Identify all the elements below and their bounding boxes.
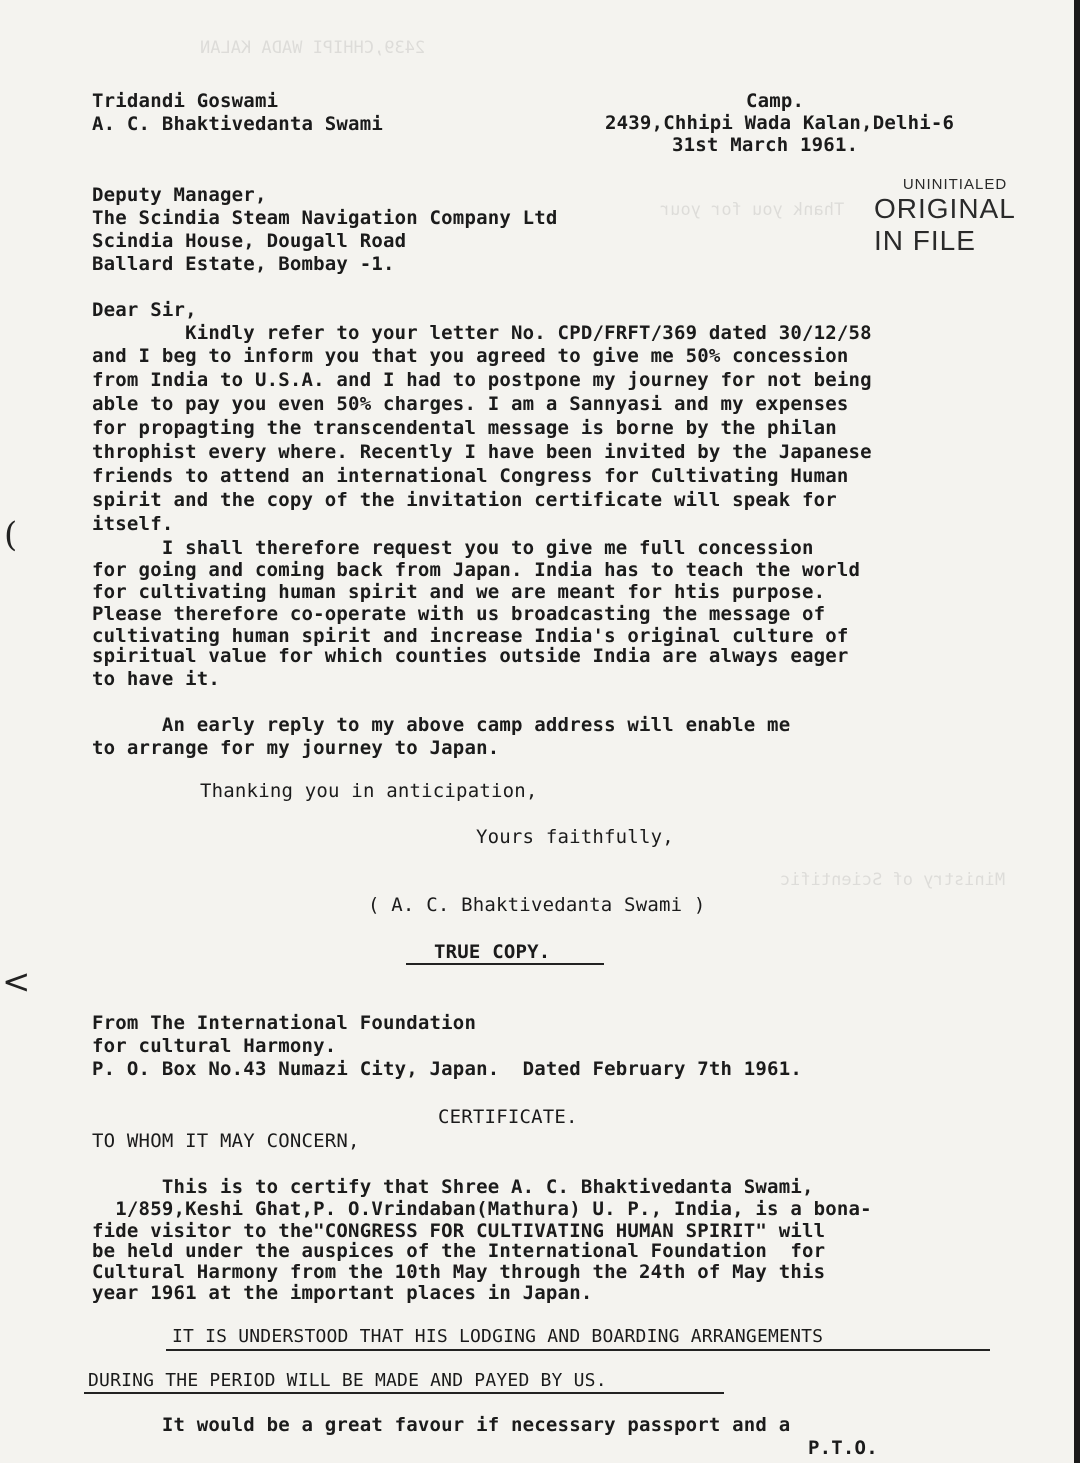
- certificate-body-line: be held under the auspices of the International Foundation for: [92, 1240, 826, 1262]
- paragraph-1-line: spirit and the copy of the invitation certificate will speak for: [92, 489, 837, 511]
- statement-2-underline: [84, 1392, 724, 1394]
- sender-name: Tridandi Goswami: [92, 90, 279, 112]
- paragraph-3-line: An early reply to my above camp address will enable me: [92, 714, 791, 736]
- paragraph-2-line: I shall therefore request you to give me full concession: [92, 537, 814, 559]
- paragraph-1-line: itself.: [92, 513, 174, 535]
- sender-title: A. C. Bhaktivedanta Swami: [92, 113, 383, 135]
- camp-label: Camp.: [746, 90, 805, 112]
- stamp-in-file: IN FILE: [874, 225, 976, 256]
- paragraph-1-line: friends to attend an international Congress for Cultivating Human: [92, 465, 849, 487]
- recipient-line-1: Deputy Manager,: [92, 184, 267, 206]
- pto-label: P.T.O.: [808, 1437, 878, 1459]
- signature-line: ( A. C. Bhaktivedanta Swami ): [368, 894, 706, 916]
- stamp-original: ORIGINAL: [874, 193, 1016, 224]
- bleed-through-text: Thank you for your: [660, 200, 845, 220]
- paragraph-2-line: Please therefore co-operate with us broadcasting the message of: [92, 603, 826, 625]
- margin-mark: (: [4, 515, 18, 555]
- paragraph-1-line: and I beg to inform you that you agreed to give me 50% concession: [92, 345, 849, 367]
- statement-1-underline: [166, 1349, 990, 1351]
- closing-line: Yours faithfully,: [476, 826, 674, 848]
- true-copy-underline: [406, 963, 604, 965]
- recipient-line-2: The Scindia Steam Navigation Company Ltd: [92, 207, 558, 229]
- certificate-last-line: It would be a great favour if necessary passport and a: [92, 1414, 791, 1436]
- paragraph-2-line: spiritual value for which counties outside India are always eager: [92, 645, 849, 667]
- page-edge: [1074, 0, 1080, 1463]
- certificate-body-line: 1/859,Keshi Ghat,P. O.Vrindaban(Mathura) U. P., India, is a bona-: [92, 1198, 872, 1220]
- paragraph-1-line: throphist every where. Recently I have been invited by the Japanese: [92, 441, 872, 463]
- salutation: Dear Sir,: [92, 299, 197, 321]
- certificate-body-line: This is to certify that Shree A. C. Bhaktivedanta Swami,: [92, 1176, 814, 1198]
- paragraph-3-line: to arrange for my journey to Japan.: [92, 737, 500, 759]
- margin-mark: <: [2, 962, 31, 1002]
- underlined-statement-1: IT IS UNDERSTOOD THAT HIS LODGING AND BOARDING ARRANGEMENTS: [172, 1326, 824, 1347]
- certificate-body-line: Cultural Harmony from the 10th May through the 24th of May this: [92, 1261, 826, 1283]
- paragraph-2-line: for cultivating human spirit and we are meant for htis purpose.: [92, 581, 826, 603]
- thanks-line: Thanking you in anticipation,: [200, 780, 538, 802]
- recipient-line-4: Ballard Estate, Bombay -1.: [92, 253, 395, 275]
- certificate-from-line: for cultural Harmony.: [92, 1035, 337, 1057]
- certificate-heading: CERTIFICATE.: [438, 1106, 578, 1128]
- certificate-body-line: year 1961 at the important places in Japan.: [92, 1282, 593, 1304]
- paragraph-1-line: for propagting the transcendental message is borne by the philan: [92, 417, 837, 439]
- bleed-through-text: Ministry of Scientific: [780, 870, 1006, 890]
- original-in-file-stamp: [870, 176, 1040, 257]
- certificate-from-line: From The International Foundation: [92, 1012, 477, 1034]
- certificate-from-line: P. O. Box No.43 Numazi City, Japan. Dated February 7th 1961.: [92, 1058, 802, 1080]
- recipient-line-3: Scindia House, Dougall Road: [92, 230, 407, 252]
- paragraph-1-line: from India to U.S.A. and I had to postpone my journey for not being: [92, 369, 872, 391]
- true-copy-label: TRUE COPY.: [434, 941, 551, 963]
- stamp-uninitialed: UNINITIALED: [902, 176, 1008, 193]
- underlined-statement-2: DURING THE PERIOD WILL BE MADE AND PAYED BY US.: [88, 1370, 607, 1391]
- paragraph-2-line: for going and coming back from Japan. India has to teach the world: [92, 559, 861, 581]
- paragraph-2-line: to have it.: [92, 668, 221, 690]
- to-whom-line: TO WHOM IT MAY CONCERN,: [92, 1130, 360, 1152]
- bleed-through-text: 2439,CHHIPI WADA KALAN: [200, 38, 426, 58]
- certificate-body-line: fide visitor to the"CONGRESS FOR CULTIVATING HUMAN SPIRIT" will: [92, 1220, 826, 1242]
- paragraph-2-line: cultivating human spirit and increase India's original culture of: [92, 625, 849, 647]
- paragraph-1-line: able to pay you even 50% charges. I am a Sannyasi and my expenses: [92, 393, 849, 415]
- letter-date: 31st March 1961.: [672, 134, 859, 156]
- paragraph-1-line: Kindly refer to your letter No. CPD/FRFT/369 dated 30/12/58: [92, 322, 872, 344]
- camp-address: 2439,Chhipi Wada Kalan,Delhi-6: [605, 112, 955, 134]
